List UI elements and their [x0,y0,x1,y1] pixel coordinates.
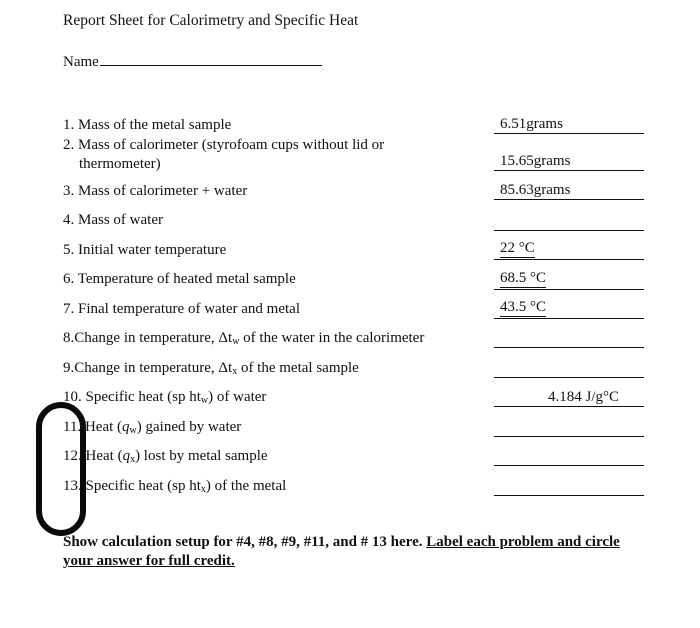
answer-5: 22 °C [500,240,535,256]
answer-line-7[interactable] [494,318,644,319]
answer-line-1[interactable] [494,133,644,134]
answer-line-12[interactable] [494,465,644,466]
answer-10: 4.184 J/g°C [548,389,620,405]
question-11: 11. Heat $(q_w)$ gained by water [63,419,242,436]
answer-6: 68.5 °C [500,270,547,286]
question-8: 8.Change in temperature, $\Delta t_w$ of the water in the calorimeter [63,330,425,347]
question-9: 9.Change in temperature, $\Delta t_x$ of the metal sample [63,360,359,377]
answer-line-2[interactable] [494,170,644,171]
answer-line-13[interactable] [494,495,644,496]
answer-1: 6.51grams [500,116,563,132]
answer-3: 85.63grams [500,182,571,198]
answer-line-6[interactable] [494,289,644,290]
answer-line-4[interactable] [494,230,644,231]
question-1: 1. Mass of the metal sample [63,117,232,133]
question-10: 10. Specific heat (sp $ht_w$) of water [63,389,267,406]
answer-line-3[interactable] [494,199,644,200]
question-12: 12. Heat $(q_x)$ lost by metal sample [63,448,268,465]
name-label: Name [63,54,99,70]
answer-line-11[interactable] [494,436,644,437]
answer-line-5[interactable] [494,259,644,260]
question-7: 7. Final temperature of water and metal [63,301,300,317]
page-title: Report Sheet for Calorimetry and Specific Heat [63,12,359,29]
answer-line-10[interactable] [494,406,644,407]
question-13: 13. Specific heat (sp $ht_x$) of the metal [63,478,287,495]
question-4: 4. Mass of water [63,212,163,228]
hand-drawn-marker-loop [36,402,86,536]
name-blank-line[interactable] [100,50,322,66]
name-field [63,50,322,71]
answer-line-8[interactable] [494,347,644,348]
answer-2: 15.65grams [500,153,571,169]
footer-instructions: Show calculation setup for #4, #8, #9, #11, and # 13 here. Label each problem and circle your answer for full credit. [63,534,620,569]
question-2: 2. Mass of calorimeter (styrofoam cups without lid or thermometer) [63,137,385,172]
question-5: 5. Initial water temperature [63,242,227,258]
question-6: 6. Temperature of heated metal sample [63,271,296,287]
answer-7: 43.5 °C [500,299,547,315]
question-3: 3. Mass of calorimeter + water [63,183,248,199]
answer-line-9[interactable] [494,377,644,378]
